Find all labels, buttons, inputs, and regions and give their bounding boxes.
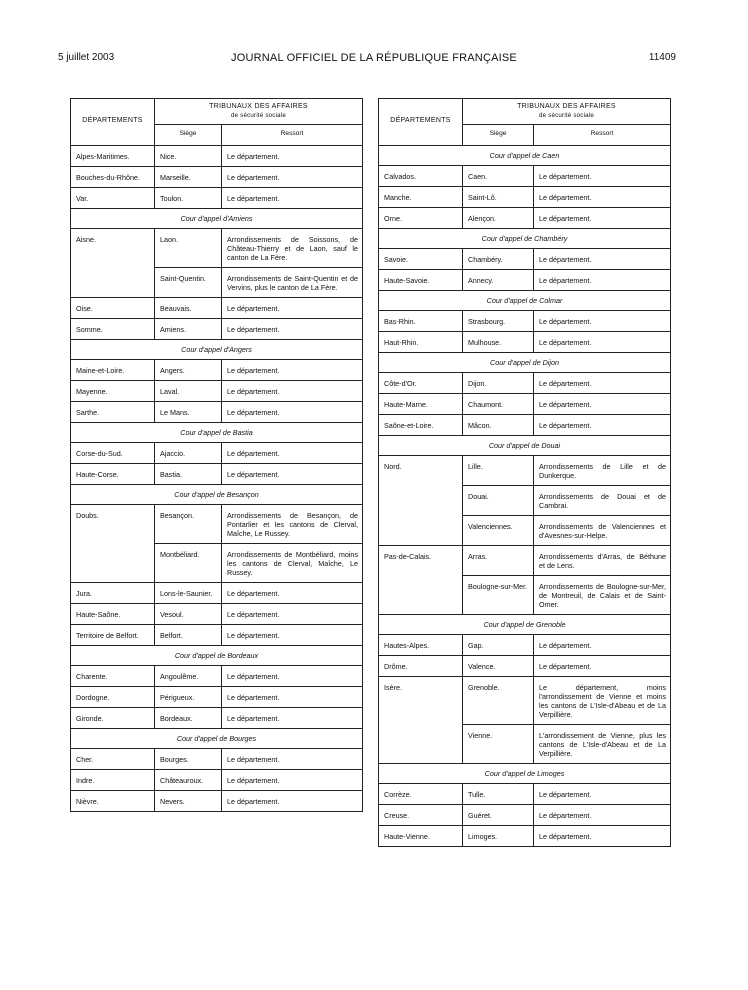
ressort-cell: Arrondissements de Douai et de Cambrai.	[534, 485, 671, 515]
tribunaux-subtitle: de sécurité sociale	[230, 111, 287, 119]
right-table	[378, 98, 671, 847]
table-row	[379, 515, 671, 545]
departement-cell: Territoire de Belfort.	[71, 624, 155, 645]
departement-cell: Nièvre.	[71, 790, 155, 811]
departement-cell: Jura.	[71, 582, 155, 603]
departement-cell: Doubs.	[71, 504, 155, 543]
ressort-cell: Le département.	[222, 166, 363, 187]
table-row	[71, 748, 363, 769]
table-row	[71, 267, 363, 297]
departement-cell: Drôme.	[379, 655, 463, 676]
cour-heading: Cour d'appel d'Angers	[71, 339, 363, 359]
departement-cell: Orne.	[379, 207, 463, 228]
departement-cell: Alpes-Maritimes.	[71, 145, 155, 166]
siege-cell: Belfort.	[155, 624, 222, 645]
col-header-siege: Siège	[155, 124, 222, 145]
departement-cell: Haute-Marne.	[379, 393, 463, 414]
table-row	[71, 187, 363, 208]
siege-cell: Amiens.	[155, 318, 222, 339]
page-number: 11409	[648, 52, 676, 63]
table-row	[379, 331, 671, 352]
ressort-cell: Le département.	[534, 269, 671, 290]
cour-row	[379, 435, 671, 455]
table-row	[71, 582, 363, 603]
departement-cell: Savoie.	[379, 248, 463, 269]
siege-cell: Angoulême.	[155, 665, 222, 686]
tribunaux-title: TRIBUNAUX DES AFFAIRES	[517, 103, 616, 110]
siege-cell: Guéret.	[463, 804, 534, 825]
cour-row	[71, 484, 363, 504]
siege-cell: Mulhouse.	[463, 331, 534, 352]
departement-cell: Maine-et-Loire.	[71, 359, 155, 380]
ressort-cell: Le département.	[222, 624, 363, 645]
ressort-cell: Arrondissements d'Arras, de Béthune et de Lens.	[534, 545, 671, 575]
departement-cell: Haute-Corse.	[71, 463, 155, 484]
siege-cell: Ajaccio.	[155, 442, 222, 463]
siege-cell: Strasbourg.	[463, 310, 534, 331]
table-row	[71, 401, 363, 422]
ressort-cell: Le département.	[534, 783, 671, 804]
departement-cell	[379, 724, 463, 763]
siege-cell: Périgueux.	[155, 686, 222, 707]
departement-cell: Var.	[71, 187, 155, 208]
table-row	[71, 543, 363, 582]
departement-cell: Indre.	[71, 769, 155, 790]
cour-heading: Cour d'appel de Dijon	[379, 352, 671, 372]
table-row	[71, 228, 363, 267]
siege-cell: Bastia.	[155, 463, 222, 484]
departement-cell	[379, 575, 463, 614]
cour-heading: Cour d'appel de Chambéry	[379, 228, 671, 248]
siege-cell: Chambéry.	[463, 248, 534, 269]
departement-cell: Calvados.	[379, 165, 463, 186]
table-row	[379, 655, 671, 676]
table-row	[71, 603, 363, 624]
col-header-departements: DÉPARTEMENTS	[71, 99, 155, 146]
departement-cell: Isère.	[379, 676, 463, 724]
siege-cell: Grenoble.	[463, 676, 534, 724]
ressort-cell: Le département.	[222, 707, 363, 728]
ressort-cell: Le département, moins l'arrondissement de Vienne et moins les cantons de L'Isle-d'Abeau et de La Verpillière.	[534, 676, 671, 724]
departement-cell	[379, 515, 463, 545]
siege-cell: Dijon.	[463, 372, 534, 393]
cour-row	[379, 290, 671, 310]
table-row	[379, 310, 671, 331]
table-row	[71, 665, 363, 686]
ressort-cell: Arrondissements de Lille et de Dunkerque.	[534, 455, 671, 485]
ressort-cell: Le département.	[222, 665, 363, 686]
ressort-cell: Le département.	[222, 769, 363, 790]
tribunaux-subtitle: de sécurité sociale	[538, 111, 595, 119]
table-row	[71, 318, 363, 339]
siege-cell: Laon.	[155, 228, 222, 267]
table-row	[379, 393, 671, 414]
journal-title: JOURNAL OFFICIEL DE LA RÉPUBLIQUE FRANÇAISE	[231, 52, 517, 64]
cour-heading: Cour d'appel de Bordeaux	[71, 645, 363, 665]
ressort-cell: L'arrondissement de Vienne, plus les cantons de L'Isle-d'Abeau et de La Verpillière.	[534, 724, 671, 763]
siege-cell: Marseille.	[155, 166, 222, 187]
departement-cell: Hautes-Alpes.	[379, 634, 463, 655]
cour-heading: Cour d'appel de Besançon	[71, 484, 363, 504]
ressort-cell: Le département.	[222, 187, 363, 208]
siege-cell: Besançon.	[155, 504, 222, 543]
ressort-cell: Le département.	[534, 655, 671, 676]
ressort-cell: Le département.	[222, 318, 363, 339]
table-row	[71, 442, 363, 463]
siege-cell: Alençon.	[463, 207, 534, 228]
table-row	[71, 380, 363, 401]
cour-heading: Cour d'appel de Grenoble	[379, 614, 671, 634]
ressort-cell: Le département.	[534, 825, 671, 846]
ressort-cell: Arrondissements de Saint-Quentin et de Vervins, plus le canton de La Fère.	[222, 267, 363, 297]
ressort-cell: Le département.	[534, 372, 671, 393]
siege-cell: Laval.	[155, 380, 222, 401]
tribunaux-title: TRIBUNAUX DES AFFAIRES	[209, 103, 308, 110]
siege-cell: Le Mans.	[155, 401, 222, 422]
col-header-tribunaux	[463, 99, 671, 125]
ressort-cell: Le département.	[222, 401, 363, 422]
ressort-cell: Le département.	[222, 582, 363, 603]
cour-row	[71, 728, 363, 748]
cour-heading: Cour d'appel de Bastia	[71, 422, 363, 442]
departement-cell: Aisne.	[71, 228, 155, 267]
table-row	[71, 166, 363, 187]
ressort-cell: Le département.	[534, 248, 671, 269]
departement-cell: Bas-Rhin.	[379, 310, 463, 331]
table-row	[71, 790, 363, 811]
table-row	[379, 825, 671, 846]
ressort-cell: Le département.	[222, 359, 363, 380]
siege-cell: Châteauroux.	[155, 769, 222, 790]
table-row	[379, 372, 671, 393]
departement-cell: Pas-de-Calais.	[379, 545, 463, 575]
cour-heading: Cour d'appel de Limoges	[379, 763, 671, 783]
siege-cell: Gap.	[463, 634, 534, 655]
table-row	[71, 359, 363, 380]
cour-row	[379, 145, 671, 165]
ressort-cell: Le département.	[222, 748, 363, 769]
departement-cell: Corse-du-Sud.	[71, 442, 155, 463]
cour-row	[71, 208, 363, 228]
siege-cell: Mâcon.	[463, 414, 534, 435]
ressort-cell: Le département.	[222, 686, 363, 707]
siege-cell: Bourges.	[155, 748, 222, 769]
table-row	[71, 624, 363, 645]
siege-cell: Lille.	[463, 455, 534, 485]
departement-cell: Côte-d'Or.	[379, 372, 463, 393]
siege-cell: Saint-Lô.	[463, 186, 534, 207]
table-row	[71, 463, 363, 484]
cour-row	[71, 645, 363, 665]
departement-cell: Saône-et-Loire.	[379, 414, 463, 435]
ressort-cell: Arrondissements de Boulogne-sur-Mer, de Montreuil, de Calais et de Saint-Omer.	[534, 575, 671, 614]
departement-cell: Manche.	[379, 186, 463, 207]
departement-cell: Oise.	[71, 297, 155, 318]
siege-cell: Lons-le-Saunier.	[155, 582, 222, 603]
siege-cell: Annecy.	[463, 269, 534, 290]
col-header-ressort: Ressort	[534, 124, 671, 145]
table-row	[71, 145, 363, 166]
departement-cell: Charente.	[71, 665, 155, 686]
siege-cell: Vienne.	[463, 724, 534, 763]
ressort-cell: Le département.	[222, 463, 363, 484]
table-row	[71, 686, 363, 707]
ressort-cell: Arrondissements de Soissons, de Château-Thierry et de Laon, sauf le canton de La Fère.	[222, 228, 363, 267]
ressort-cell: Le département.	[222, 790, 363, 811]
table-row	[379, 165, 671, 186]
siege-cell: Bordeaux.	[155, 707, 222, 728]
departement-cell: Dordogne.	[71, 686, 155, 707]
table-row	[71, 769, 363, 790]
cour-heading: Cour d'appel d'Amiens	[71, 208, 363, 228]
departement-cell	[71, 543, 155, 582]
siege-cell: Beauvais.	[155, 297, 222, 318]
table-row	[71, 707, 363, 728]
cour-row	[379, 352, 671, 372]
departement-cell: Sarthe.	[71, 401, 155, 422]
departement-cell: Haute-Savoie.	[379, 269, 463, 290]
siege-cell: Tulle.	[463, 783, 534, 804]
col-header-departements: DÉPARTEMENTS	[379, 99, 463, 146]
departement-cell: Bouches-du-Rhône.	[71, 166, 155, 187]
cour-heading: Cour d'appel de Bourges	[71, 728, 363, 748]
table-row	[379, 545, 671, 575]
table-row	[71, 297, 363, 318]
siege-cell: Saint-Quentin.	[155, 267, 222, 297]
cour-row	[379, 228, 671, 248]
ressort-cell: Arrondissements de Valenciennes et d'Avesnes-sur-Helpe.	[534, 515, 671, 545]
siege-cell: Angers.	[155, 359, 222, 380]
siege-cell: Limoges.	[463, 825, 534, 846]
siege-cell: Valenciennes.	[463, 515, 534, 545]
ressort-cell: Le département.	[222, 442, 363, 463]
ressort-cell: Le département.	[534, 310, 671, 331]
table-row	[379, 575, 671, 614]
table-row	[71, 504, 363, 543]
siege-cell: Nevers.	[155, 790, 222, 811]
ressort-cell: Le département.	[534, 165, 671, 186]
cour-heading: Cour d'appel de Colmar	[379, 290, 671, 310]
departement-cell: Corrèze.	[379, 783, 463, 804]
ressort-cell: Le département.	[222, 145, 363, 166]
table-row	[379, 248, 671, 269]
departement-cell: Haute-Saône.	[71, 603, 155, 624]
cour-row	[379, 614, 671, 634]
left-table	[70, 98, 363, 812]
table-row	[379, 186, 671, 207]
departement-cell: Haute-Vienne.	[379, 825, 463, 846]
ressort-cell: Le département.	[534, 414, 671, 435]
departement-cell: Haut-Rhin.	[379, 331, 463, 352]
header-date: 5 juillet 2003	[58, 52, 115, 63]
ressort-cell: Le département.	[222, 297, 363, 318]
cour-row	[71, 422, 363, 442]
ressort-cell: Le département.	[534, 804, 671, 825]
departement-cell	[379, 485, 463, 515]
table-row	[379, 414, 671, 435]
cour-row	[71, 339, 363, 359]
departement-cell: Nord.	[379, 455, 463, 485]
departement-cell: Cher.	[71, 748, 155, 769]
col-header-tribunaux	[155, 99, 363, 125]
departement-cell: Gironde.	[71, 707, 155, 728]
departement-cell: Mayenne.	[71, 380, 155, 401]
table-row	[379, 676, 671, 724]
table-row	[379, 634, 671, 655]
ressort-cell: Le département.	[534, 393, 671, 414]
ressort-cell: Le département.	[534, 186, 671, 207]
ressort-cell: Le département.	[222, 603, 363, 624]
siege-cell: Boulogne-sur-Mer.	[463, 575, 534, 614]
siege-cell: Valence.	[463, 655, 534, 676]
cour-heading: Cour d'appel de Caen	[379, 145, 671, 165]
cour-row	[379, 763, 671, 783]
siege-cell: Arras.	[463, 545, 534, 575]
cour-heading: Cour d'appel de Douai	[379, 435, 671, 455]
table-row	[379, 783, 671, 804]
col-header-ressort: Ressort	[222, 124, 363, 145]
siege-cell: Nice.	[155, 145, 222, 166]
ressort-cell: Le département.	[534, 331, 671, 352]
table-row	[379, 485, 671, 515]
table-row	[379, 455, 671, 485]
siege-cell: Douai.	[463, 485, 534, 515]
departement-cell: Creuse.	[379, 804, 463, 825]
departement-cell	[71, 267, 155, 297]
departement-cell: Somme.	[71, 318, 155, 339]
siege-cell: Caen.	[463, 165, 534, 186]
siege-cell: Vesoul.	[155, 603, 222, 624]
ressort-cell: Le département.	[534, 207, 671, 228]
siege-cell: Montbéliard.	[155, 543, 222, 582]
siege-cell: Chaumont.	[463, 393, 534, 414]
ressort-cell: Arrondissements de Besançon, de Pontarlier et les cantons de Clerval, Maîche, Le Russey.	[222, 504, 363, 543]
ressort-cell: Le département.	[222, 380, 363, 401]
table-row	[379, 207, 671, 228]
table-row	[379, 724, 671, 763]
siege-cell: Toulon.	[155, 187, 222, 208]
table-row	[379, 804, 671, 825]
col-header-siege: Siège	[463, 124, 534, 145]
ressort-cell: Le département.	[534, 634, 671, 655]
ressort-cell: Arrondissements de Montbéliard, moins les cantons de Clerval, Maîche, Le Russey.	[222, 543, 363, 582]
table-row	[379, 269, 671, 290]
